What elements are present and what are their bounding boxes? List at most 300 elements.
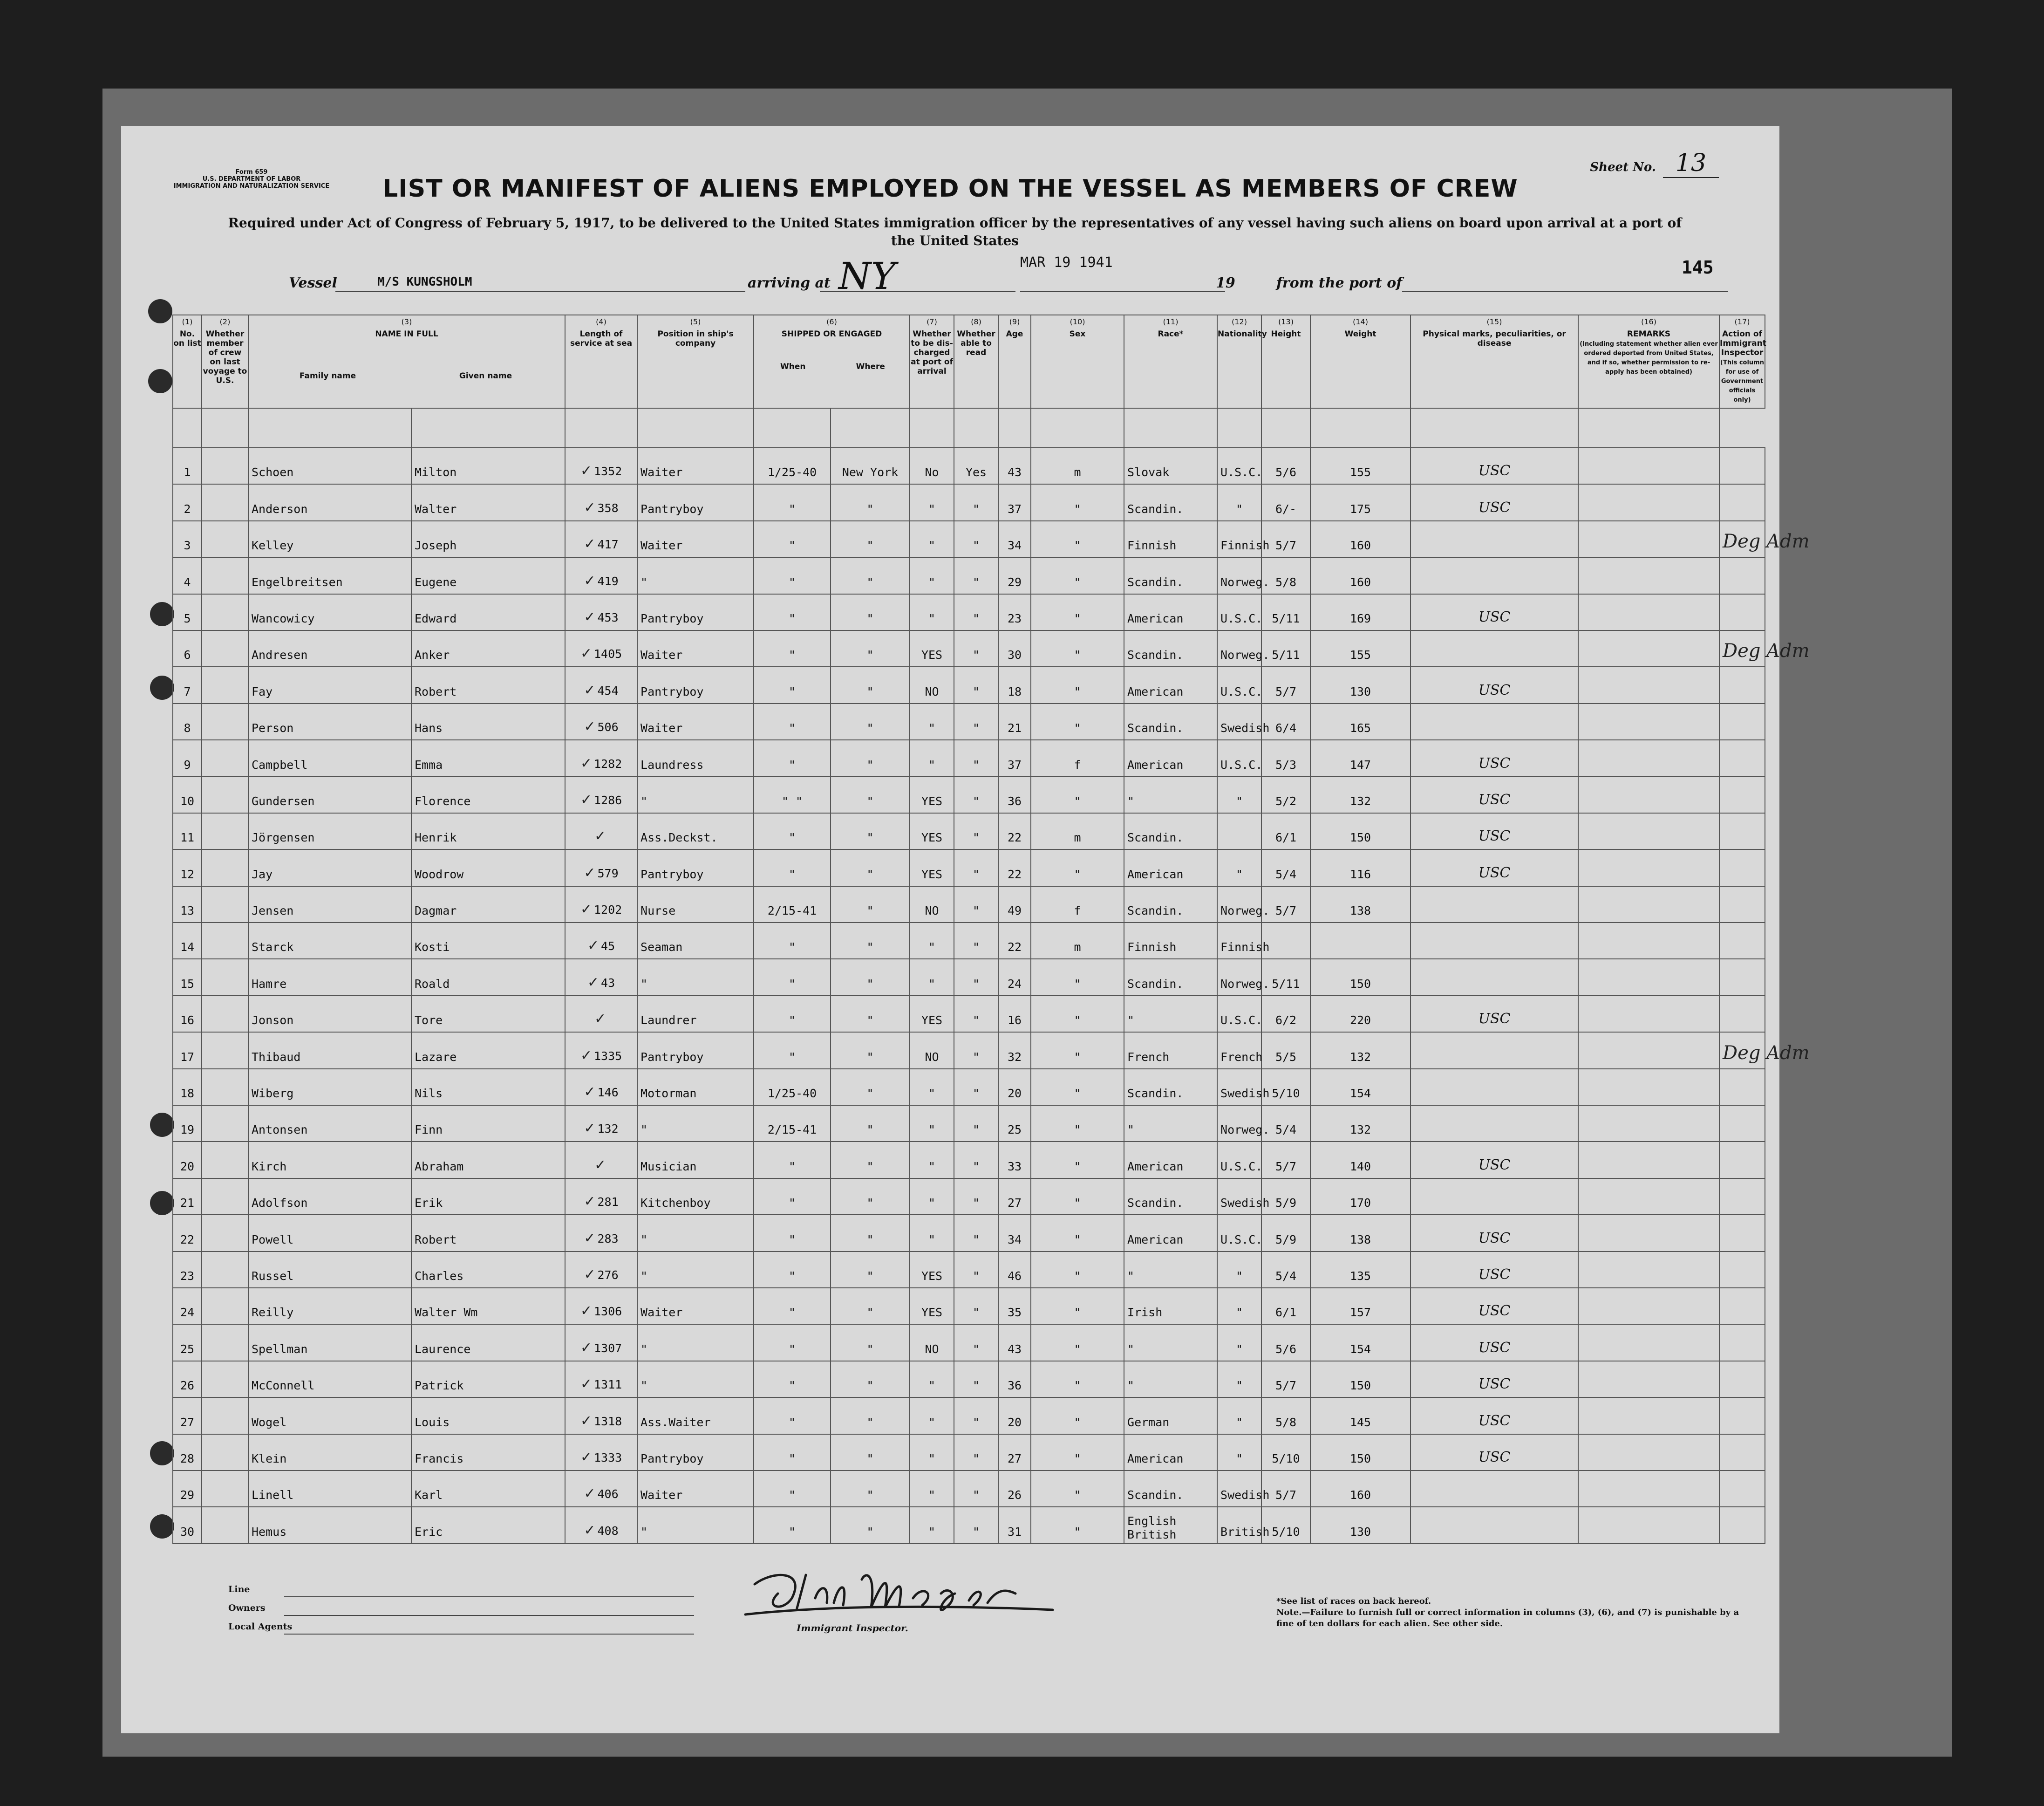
nationality: U.S.C. — [1217, 667, 1261, 703]
age: 29 — [998, 557, 1031, 594]
given-name: Henrik — [411, 813, 565, 849]
family-name: Wiberg — [248, 1069, 411, 1105]
sex: " — [1031, 1507, 1124, 1543]
row-number: 14 — [173, 923, 202, 959]
length-of-service — [565, 1069, 637, 1105]
able-to-read: " — [954, 667, 998, 703]
table-row — [173, 740, 1765, 776]
row-number: 29 — [173, 1471, 202, 1507]
table-row — [173, 1397, 1765, 1434]
family-name: Russel — [248, 1252, 411, 1288]
height: 6/1 — [1261, 813, 1310, 849]
sex: " — [1031, 630, 1124, 667]
department: U.S. DEPARTMENT OF LABOR — [202, 176, 301, 183]
length-value: 419 — [597, 574, 619, 588]
remarks — [1578, 667, 1719, 703]
shipped-where: " — [831, 1252, 910, 1288]
age: 25 — [998, 1105, 1031, 1142]
height: 5/6 — [1261, 448, 1310, 484]
given-name: Roald — [411, 959, 565, 995]
member-cell — [202, 1069, 248, 1105]
family-name: Jay — [248, 849, 411, 886]
height: 6/- — [1261, 484, 1310, 520]
member-cell — [202, 1252, 248, 1288]
remarks — [1578, 1105, 1719, 1142]
discharged: " — [910, 1507, 954, 1543]
shipped-when: " — [754, 594, 831, 630]
able-to-read: " — [954, 1178, 998, 1215]
sex: " — [1031, 777, 1124, 813]
remarks — [1578, 813, 1719, 849]
able-to-read: " — [954, 813, 998, 849]
race: English British — [1124, 1507, 1217, 1543]
weight: 150 — [1310, 813, 1410, 849]
row-number: 16 — [173, 996, 202, 1032]
physical-marks — [1410, 1105, 1578, 1142]
shipped-where: " — [831, 630, 910, 667]
member-cell — [202, 1397, 248, 1434]
inspector-action — [1719, 1178, 1765, 1215]
row-number: 22 — [173, 1215, 202, 1251]
race: Scandin. — [1124, 886, 1217, 923]
able-to-read: " — [954, 996, 998, 1032]
form-number: Form 659 — [235, 169, 268, 176]
family-name: Anderson — [248, 484, 411, 520]
race: Slovak — [1124, 448, 1217, 484]
length-value: 281 — [597, 1195, 619, 1209]
inspector-action: Deg Adm — [1719, 630, 1765, 667]
vessel-label: Vessel — [289, 275, 337, 291]
shipped-when: " — [754, 1032, 831, 1068]
shipped-when: " — [754, 1178, 831, 1215]
able-to-read: " — [954, 1252, 998, 1288]
remarks — [1578, 1032, 1719, 1068]
check-mark-icon: ✓ — [580, 755, 592, 772]
height: 5/7 — [1261, 667, 1310, 703]
inspector-action — [1719, 484, 1765, 520]
height: 5/4 — [1261, 1105, 1310, 1142]
discharged: " — [910, 1142, 954, 1178]
length-of-service — [565, 813, 637, 849]
row-number: 8 — [173, 704, 202, 740]
length-of-service — [565, 1288, 637, 1324]
shipped-where: " — [831, 1288, 910, 1324]
year-prefix: 19 — [1216, 275, 1235, 291]
weight: 155 — [1310, 630, 1410, 667]
remarks — [1578, 777, 1719, 813]
discharged: No — [910, 448, 954, 484]
shipped-when: " — [754, 959, 831, 995]
remarks — [1578, 1434, 1719, 1471]
race: French — [1124, 1032, 1217, 1068]
age: 36 — [998, 777, 1031, 813]
position: Pantryboy — [637, 849, 754, 886]
shipped-where: " — [831, 1178, 910, 1215]
table-row — [173, 448, 1765, 484]
length-of-service — [565, 1032, 637, 1068]
nationality: U.S.C. — [1217, 740, 1261, 776]
member-cell — [202, 813, 248, 849]
member-cell — [202, 959, 248, 995]
table-row — [173, 1434, 1765, 1471]
age: 36 — [998, 1361, 1031, 1397]
from-port-line — [1402, 273, 1728, 292]
position: Kitchenboy — [637, 1178, 754, 1215]
physical-marks: USC — [1410, 594, 1578, 630]
vessel-name-line — [335, 273, 745, 292]
row-number: 27 — [173, 1397, 202, 1434]
age: 18 — [998, 667, 1031, 703]
race: Scandin. — [1124, 630, 1217, 667]
member-cell — [202, 1471, 248, 1507]
race: Scandin. — [1124, 813, 1217, 849]
remarks — [1578, 448, 1719, 484]
race: Finnish — [1124, 923, 1217, 959]
nationality: " — [1217, 1324, 1261, 1361]
check-mark-icon: ✓ — [584, 718, 596, 735]
discharged: " — [910, 1215, 954, 1251]
age: 24 — [998, 959, 1031, 995]
remarks — [1578, 923, 1719, 959]
able-to-read: " — [954, 1032, 998, 1068]
able-to-read: " — [954, 1507, 998, 1543]
inspector-action — [1719, 996, 1765, 1032]
remarks — [1578, 1215, 1719, 1251]
check-mark-icon: ✓ — [584, 1485, 596, 1502]
weight: 220 — [1310, 996, 1410, 1032]
race: " — [1124, 1105, 1217, 1142]
inspector-action — [1719, 1507, 1765, 1543]
page-title: LIST OR MANIFEST OF ALIENS EMPLOYED ON THE VESSEL AS MEMBERS OF CREW — [382, 175, 1518, 203]
discharged: " — [910, 1434, 954, 1471]
height: 6/2 — [1261, 996, 1310, 1032]
member-cell — [202, 1178, 248, 1215]
table-row — [173, 813, 1765, 849]
family-name: Jörgensen — [248, 813, 411, 849]
position: Waiter — [637, 448, 754, 484]
sex: m — [1031, 448, 1124, 484]
sex: " — [1031, 667, 1124, 703]
inspector-action — [1719, 886, 1765, 923]
length-value: 1286 — [593, 793, 622, 807]
table-row — [173, 1069, 1765, 1105]
length-of-service — [565, 996, 637, 1032]
sex: f — [1031, 886, 1124, 923]
length-value: 1405 — [593, 647, 622, 661]
table-row — [173, 704, 1765, 740]
race: Scandin. — [1124, 1069, 1217, 1105]
age: 37 — [998, 484, 1031, 520]
able-to-read: " — [954, 1105, 998, 1142]
race: " — [1124, 777, 1217, 813]
discharged: " — [910, 740, 954, 776]
height: 5/11 — [1261, 959, 1310, 995]
length-of-service — [565, 1507, 637, 1543]
family-name: Reilly — [248, 1288, 411, 1324]
age: 49 — [998, 886, 1031, 923]
race: American — [1124, 1215, 1217, 1251]
sheet-label: Sheet No. — [1590, 160, 1656, 174]
shipped-where: " — [831, 1397, 910, 1434]
shipped-when: " — [754, 813, 831, 849]
table-row — [173, 1215, 1765, 1251]
able-to-read: " — [954, 1324, 998, 1361]
nationality: Norweg. — [1217, 959, 1261, 995]
race: " — [1124, 1361, 1217, 1397]
table-row — [173, 1324, 1765, 1361]
sex: " — [1031, 1434, 1124, 1471]
inspector-action — [1719, 1361, 1765, 1397]
inspector-action — [1719, 448, 1765, 484]
weight: 116 — [1310, 849, 1410, 886]
able-to-read: " — [954, 849, 998, 886]
shipped-when: " — [754, 1471, 831, 1507]
length-value: 283 — [597, 1231, 619, 1245]
shipped-when: " — [754, 1507, 831, 1543]
age: 46 — [998, 1252, 1031, 1288]
age: 43 — [998, 1324, 1031, 1361]
inspector-action — [1719, 740, 1765, 776]
given-name: Finn — [411, 1105, 565, 1142]
table-row — [173, 1178, 1765, 1215]
height: 5/2 — [1261, 777, 1310, 813]
able-to-read: " — [954, 1069, 998, 1105]
nationality: Swedish — [1217, 1471, 1261, 1507]
discharged: YES — [910, 777, 954, 813]
physical-marks: USC — [1410, 1361, 1578, 1397]
given-name: Laurence — [411, 1324, 565, 1361]
height: 6/4 — [1261, 704, 1310, 740]
position: " — [637, 1215, 754, 1251]
given-name: Hans — [411, 704, 565, 740]
race: American — [1124, 740, 1217, 776]
height: 5/10 — [1261, 1069, 1310, 1105]
given-name: Joseph — [411, 521, 565, 557]
able-to-read: Yes — [954, 448, 998, 484]
sex: " — [1031, 557, 1124, 594]
shipped-when: " — [754, 557, 831, 594]
age: 23 — [998, 594, 1031, 630]
family-name: Hemus — [248, 1507, 411, 1543]
sex: " — [1031, 849, 1124, 886]
shipped-when: " — [754, 630, 831, 667]
races-note: *See list of races on back hereof. — [1276, 1596, 1431, 1606]
physical-marks: USC — [1410, 740, 1578, 776]
date-line — [1020, 254, 1225, 292]
remarks — [1578, 740, 1719, 776]
col-member-header: (2) Whether member of crew on last voyage to U.S. — [202, 315, 248, 408]
able-to-read: " — [954, 1434, 998, 1471]
punch-hole — [150, 602, 174, 626]
weight: 138 — [1310, 886, 1410, 923]
nationality: Norweg. — [1217, 886, 1261, 923]
race: Finnish — [1124, 521, 1217, 557]
table-row — [173, 557, 1765, 594]
discharged: " — [910, 1105, 954, 1142]
nationality: Swedish — [1217, 1178, 1261, 1215]
sex: " — [1031, 1288, 1124, 1324]
inspector-signature — [736, 1566, 1062, 1621]
family-name: Jonson — [248, 996, 411, 1032]
length-of-service — [565, 557, 637, 594]
discharged: NO — [910, 1324, 954, 1361]
height: 5/6 — [1261, 1324, 1310, 1361]
height: 5/7 — [1261, 521, 1310, 557]
sex: " — [1031, 1397, 1124, 1434]
weight: 165 — [1310, 704, 1410, 740]
nationality: U.S.C. — [1217, 594, 1261, 630]
age: 35 — [998, 1288, 1031, 1324]
discharged: YES — [910, 996, 954, 1032]
member-cell — [202, 704, 248, 740]
physical-marks — [1410, 630, 1578, 667]
length-value: 276 — [597, 1268, 619, 1282]
col-age-header: (9) Age — [998, 315, 1031, 408]
weight: 132 — [1310, 1032, 1410, 1068]
given-name: Abraham — [411, 1142, 565, 1178]
member-cell — [202, 1361, 248, 1397]
race: " — [1124, 996, 1217, 1032]
given-name-header: Given name — [459, 371, 512, 381]
check-mark-icon: ✓ — [584, 499, 596, 516]
check-mark-icon: ✓ — [584, 609, 596, 625]
member-cell — [202, 1434, 248, 1471]
row-number: 9 — [173, 740, 202, 776]
shipped-where: " — [831, 704, 910, 740]
agents-field: Local Agents — [228, 1621, 694, 1640]
age: 43 — [998, 448, 1031, 484]
vessel-row — [121, 254, 1779, 303]
nationality: " — [1217, 777, 1261, 813]
nationality: Norweg. — [1217, 630, 1261, 667]
punch-hole — [150, 676, 174, 700]
age: 20 — [998, 1069, 1031, 1105]
shipped-when: 1/25-40 — [754, 448, 831, 484]
check-mark-icon: ✓ — [584, 682, 596, 698]
row-number: 15 — [173, 959, 202, 995]
inspector-label: Immigrant Inspector. — [797, 1622, 908, 1634]
family-name: Jensen — [248, 886, 411, 923]
weight: 138 — [1310, 1215, 1410, 1251]
inspector-action — [1719, 1142, 1765, 1178]
length-value: 408 — [597, 1524, 619, 1538]
remarks — [1578, 1142, 1719, 1178]
discharged: YES — [910, 630, 954, 667]
col-height-header: (13) Height — [1261, 315, 1310, 408]
position: Waiter — [637, 704, 754, 740]
nationality — [1217, 813, 1261, 849]
inspector-action — [1719, 1105, 1765, 1142]
able-to-read: " — [954, 594, 998, 630]
race: American — [1124, 1142, 1217, 1178]
table-row — [173, 594, 1765, 630]
inspector-action — [1719, 777, 1765, 813]
sex: " — [1031, 1324, 1124, 1361]
length-of-service — [565, 448, 637, 484]
inspector-action — [1719, 1252, 1765, 1288]
length-value: 1202 — [593, 903, 622, 917]
family-name: Starck — [248, 923, 411, 959]
col-length-header: (4) Length of service at sea — [565, 315, 637, 408]
physical-marks: USC — [1410, 1324, 1578, 1361]
row-number: 12 — [173, 849, 202, 886]
nationality: " — [1217, 1361, 1261, 1397]
family-name-header: Family name — [299, 371, 356, 381]
weight: 132 — [1310, 777, 1410, 813]
able-to-read: " — [954, 740, 998, 776]
shipped-when: 1/25-40 — [754, 1069, 831, 1105]
sex: " — [1031, 1361, 1124, 1397]
shipped-where: " — [831, 1069, 910, 1105]
check-mark-icon: ✓ — [580, 1047, 592, 1064]
physical-marks: USC — [1410, 484, 1578, 520]
family-name: Andresen — [248, 630, 411, 667]
given-name: Lazare — [411, 1032, 565, 1068]
discharged: YES — [910, 849, 954, 886]
table-row — [173, 521, 1765, 557]
shipped-when: 2/15-41 — [754, 1105, 831, 1142]
check-mark-icon: ✓ — [584, 1266, 596, 1283]
table-row — [173, 1142, 1765, 1178]
row-number: 28 — [173, 1434, 202, 1471]
sex: " — [1031, 996, 1124, 1032]
age: 26 — [998, 1471, 1031, 1507]
sex: " — [1031, 484, 1124, 520]
given-name: Charles — [411, 1252, 565, 1288]
sex: " — [1031, 1215, 1124, 1251]
member-cell — [202, 849, 248, 886]
row-number: 4 — [173, 557, 202, 594]
nationality: Swedish — [1217, 704, 1261, 740]
row-number: 17 — [173, 1032, 202, 1068]
age: 22 — [998, 813, 1031, 849]
position: " — [637, 959, 754, 995]
age: 22 — [998, 849, 1031, 886]
check-mark-icon: ✓ — [584, 1120, 596, 1137]
length-value: 1335 — [593, 1049, 622, 1063]
footer-notes — [1276, 1596, 1742, 1629]
check-mark-icon: ✓ — [584, 864, 596, 881]
length-of-service — [565, 704, 637, 740]
family-name: Adolfson — [248, 1178, 411, 1215]
age: 22 — [998, 923, 1031, 959]
member-cell — [202, 1105, 248, 1142]
race: Scandin. — [1124, 1471, 1217, 1507]
member-cell — [202, 594, 248, 630]
able-to-read: " — [954, 1361, 998, 1397]
race: Irish — [1124, 1288, 1217, 1324]
row-number: 19 — [173, 1105, 202, 1142]
check-mark-icon: ✓ — [584, 572, 596, 589]
able-to-read: " — [954, 484, 998, 520]
weight: 160 — [1310, 557, 1410, 594]
race: Scandin. — [1124, 959, 1217, 995]
height: 5/7 — [1261, 1361, 1310, 1397]
inspector-action — [1719, 1069, 1765, 1105]
weight: 170 — [1310, 1178, 1410, 1215]
check-mark-icon: ✓ — [580, 645, 592, 662]
position: " — [637, 1361, 754, 1397]
given-name: Francis — [411, 1434, 565, 1471]
punch-hole — [150, 1191, 174, 1215]
shipped-where: " — [831, 594, 910, 630]
col-sex-header: (10) Sex — [1031, 315, 1124, 408]
given-name: Eugene — [411, 557, 565, 594]
shipped-where: " — [831, 996, 910, 1032]
given-name: Erik — [411, 1178, 565, 1215]
remarks — [1578, 1178, 1719, 1215]
position: Ass.Waiter — [637, 1397, 754, 1434]
